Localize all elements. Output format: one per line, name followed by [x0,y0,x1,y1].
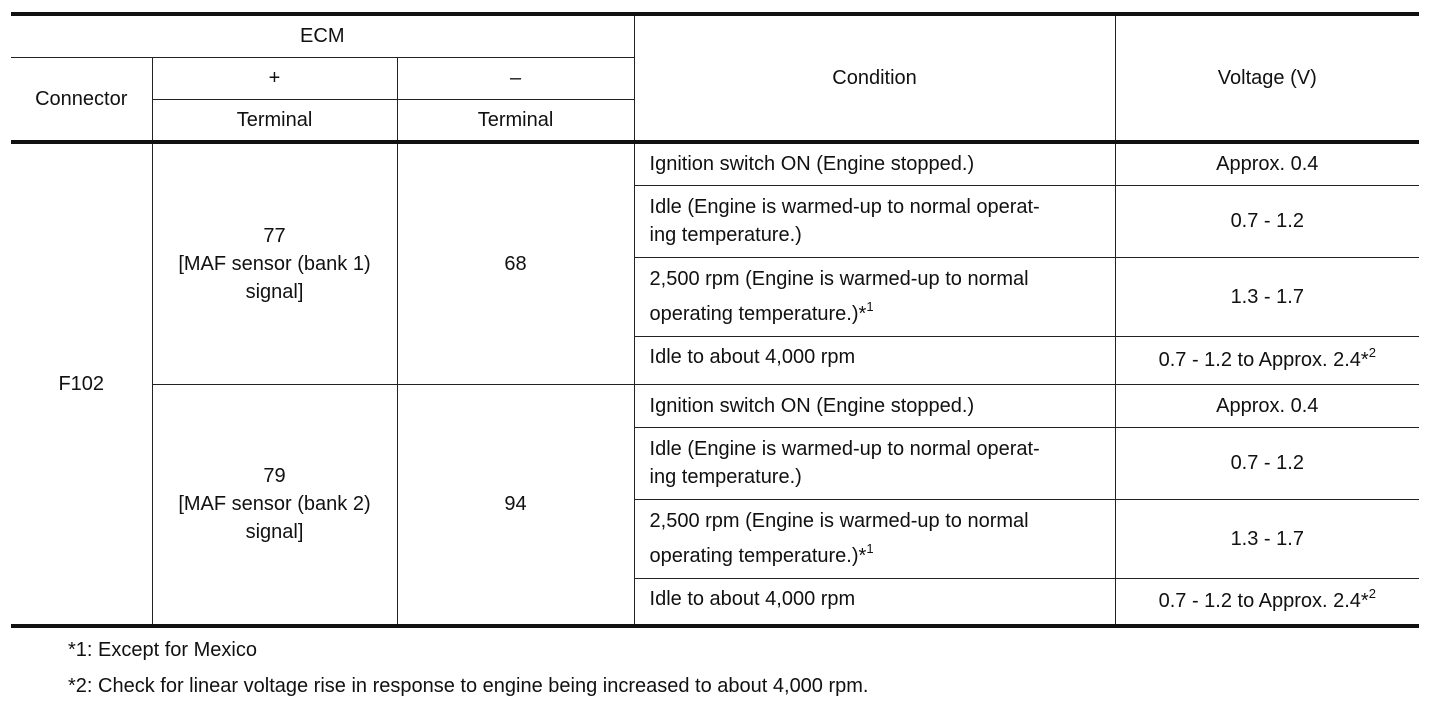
condition-cell [634,185,1115,257]
condition-text: operating temperature.)* [649,303,867,325]
voltage-cell: Approx. 0.4 [1115,142,1419,185]
condition-line: Idle (Engine is warmed-up to normal operat- [649,196,1040,218]
plus-header: + [152,57,397,99]
voltage-text: 0.7 - 1.2 to Approx. 2.4* [1158,349,1369,371]
plus-terminal-header: Terminal [152,99,397,142]
voltage-header: Voltage (V) [1115,14,1419,142]
minus-terminal-cell: 68 [397,142,634,384]
plus-terminal-cell [152,384,397,626]
condition-cell: Ignition switch ON (Engine stopped.) [634,142,1115,185]
condition-line: Idle (Engine is warmed-up to normal operat- [649,438,1040,460]
terminal-description: [MAF sensor (bank 2) [178,493,371,516]
table-row [11,384,1419,427]
minus-terminal-cell: 94 [397,384,634,626]
footnote-1: *1: Except for Mexico [68,639,257,661]
footnote-ref: 2 [1368,586,1376,602]
voltage-cell [1115,336,1419,384]
footnotes [68,632,869,704]
condition-line: 2,500 rpm (Engine is warmed-up to normal [649,268,1029,290]
voltage-text: 0.7 - 1.2 to Approx. 2.4* [1158,590,1369,613]
condition-line: ing temperature.) [649,224,802,246]
footnote-ref: 1 [866,541,874,556]
voltage-cell: 1.3 - 1.7 [1115,257,1419,336]
condition-cell: Ignition switch ON (Engine stopped.) [634,384,1115,427]
connector-cell: F102 [11,142,152,626]
voltage-cell: 1.3 - 1.7 [1115,499,1419,578]
terminal-description: [MAF sensor (bank 1) [178,252,371,275]
condition-line: ing temperature.) [649,466,802,488]
minus-terminal-header: Terminal [397,99,634,142]
condition-text: operating temperature.)* [649,545,867,567]
condition-line [650,300,1107,328]
footnote-2: *2: Check for linear voltage rise in response to engine being increased to about 4,000 rpm. [68,675,869,697]
connector-header: Connector [11,57,152,142]
condition-cell: Idle to about 4,000 rpm [634,336,1115,384]
voltage-cell: 0.7 - 1.2 [1115,427,1419,499]
terminal-description: signal] [245,521,304,544]
footnote-ref: 2 [1368,345,1376,360]
condition-cell [634,499,1115,578]
voltage-spec-table [11,12,1419,628]
plus-terminal-cell [152,142,397,384]
condition-line [650,542,1107,570]
terminal-number: 77 [263,224,286,247]
ecm-header: ECM [11,14,634,57]
condition-cell: Idle to about 4,000 rpm [634,578,1115,626]
condition-line: 2,500 rpm (Engine is warmed-up to normal [649,510,1029,532]
condition-header: Condition [634,14,1115,142]
minus-header: – [397,57,634,99]
terminal-number: 79 [263,465,286,488]
voltage-cell: Approx. 0.4 [1115,384,1419,427]
terminal-description: signal] [245,280,304,303]
table-row [11,142,1419,185]
condition-cell [634,427,1115,499]
voltage-cell [1115,578,1419,626]
voltage-cell: 0.7 - 1.2 [1115,185,1419,257]
footnote-ref: 1 [866,299,874,314]
condition-cell [634,257,1115,336]
